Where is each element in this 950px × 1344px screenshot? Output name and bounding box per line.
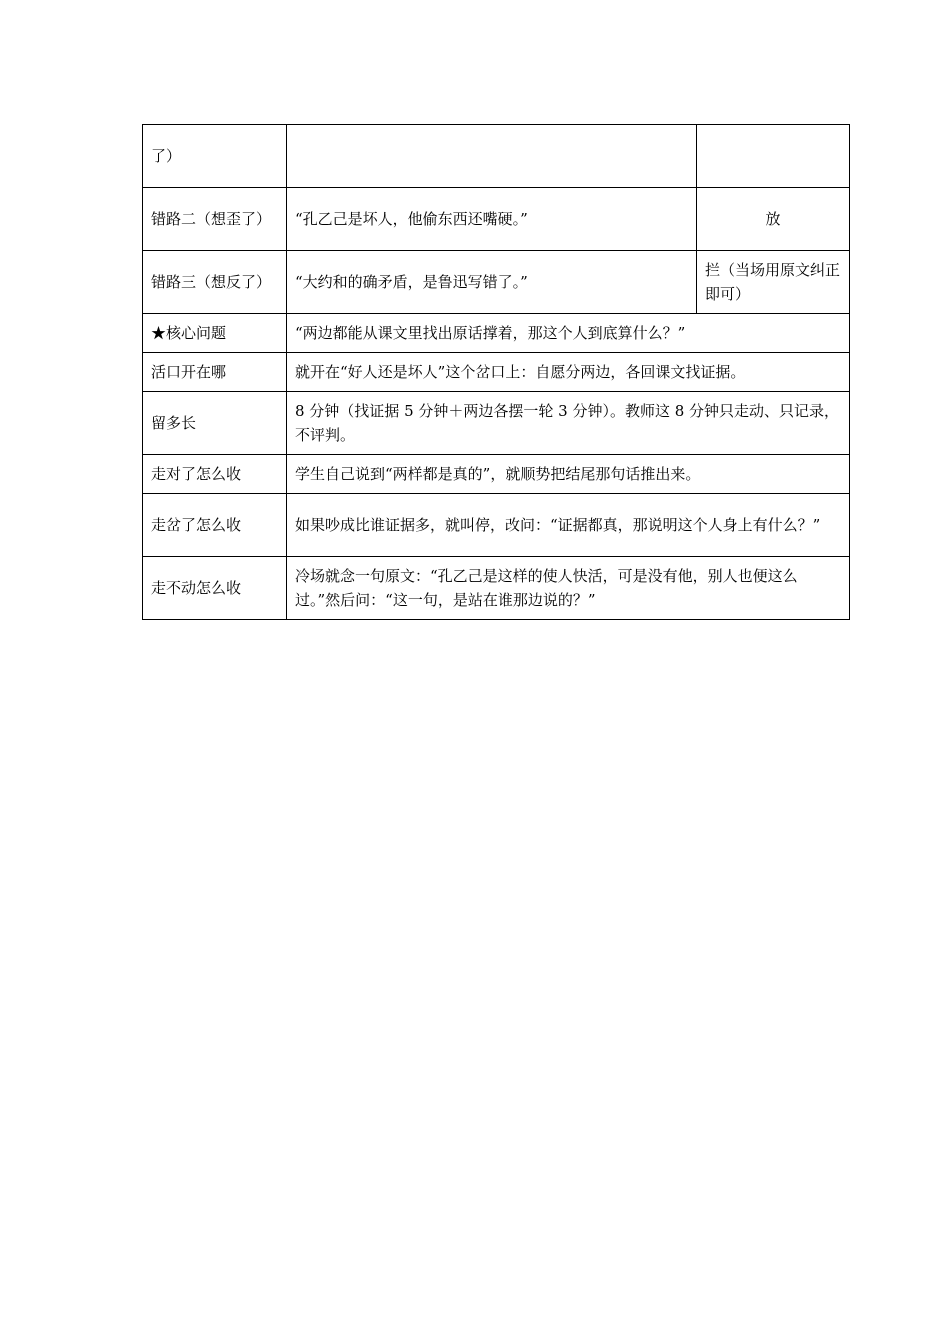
row-label: 错路三（想反了） xyxy=(143,251,287,314)
row-label: 留多长 xyxy=(143,392,287,455)
row-label: 活口开在哪 xyxy=(143,353,287,392)
lesson-plan-table xyxy=(142,124,850,620)
row-content: “孔乙己是坏人，他偷东西还嘴硬。” xyxy=(287,188,697,251)
row-content: 如果吵成比谁证据多，就叫停，改问：“证据都真，那说明这个人身上有什么？” xyxy=(287,494,850,557)
row-label: 走对了怎么收 xyxy=(143,455,287,494)
table-row xyxy=(143,557,850,620)
row-label: 走岔了怎么收 xyxy=(143,494,287,557)
table-row xyxy=(143,251,850,314)
row-content: “大约和的确矛盾，是鲁迅写错了。” xyxy=(287,251,697,314)
row-content: 冷场就念一句原文：“孔乙己是这样的使人快活，可是没有他，别人也便这么过。”然后问：“这一句，是站在谁那边说的？” xyxy=(287,557,850,620)
row-label: 走不动怎么收 xyxy=(143,557,287,620)
row-label: ★核心问题 xyxy=(143,314,287,353)
table-row xyxy=(143,188,850,251)
table-row xyxy=(143,455,850,494)
table-row xyxy=(143,314,850,353)
row-content: 学生自己说到“两样都是真的”，就顺势把结尾那句话推出来。 xyxy=(287,455,850,494)
row-label: 错路二（想歪了） xyxy=(143,188,287,251)
table-row xyxy=(143,494,850,557)
row-content: 就开在“好人还是坏人”这个岔口上：自愿分两边，各回课文找证据。 xyxy=(287,353,850,392)
row-content xyxy=(287,125,697,188)
row-action xyxy=(697,125,850,188)
table-row xyxy=(143,392,850,455)
row-action: 拦（当场用原文纠正即可） xyxy=(697,251,850,314)
row-label: 了） xyxy=(143,125,287,188)
table-row xyxy=(143,125,850,188)
row-content: “两边都能从课文里找出原话撑着，那这个人到底算什么？” xyxy=(287,314,850,353)
table-row xyxy=(143,353,850,392)
row-content: 8 分钟（找证据 5 分钟＋两边各摆一轮 3 分钟）。教师这 8 分钟只走动、只记录，不评判。 xyxy=(287,392,850,455)
row-action: 放 xyxy=(697,188,850,251)
